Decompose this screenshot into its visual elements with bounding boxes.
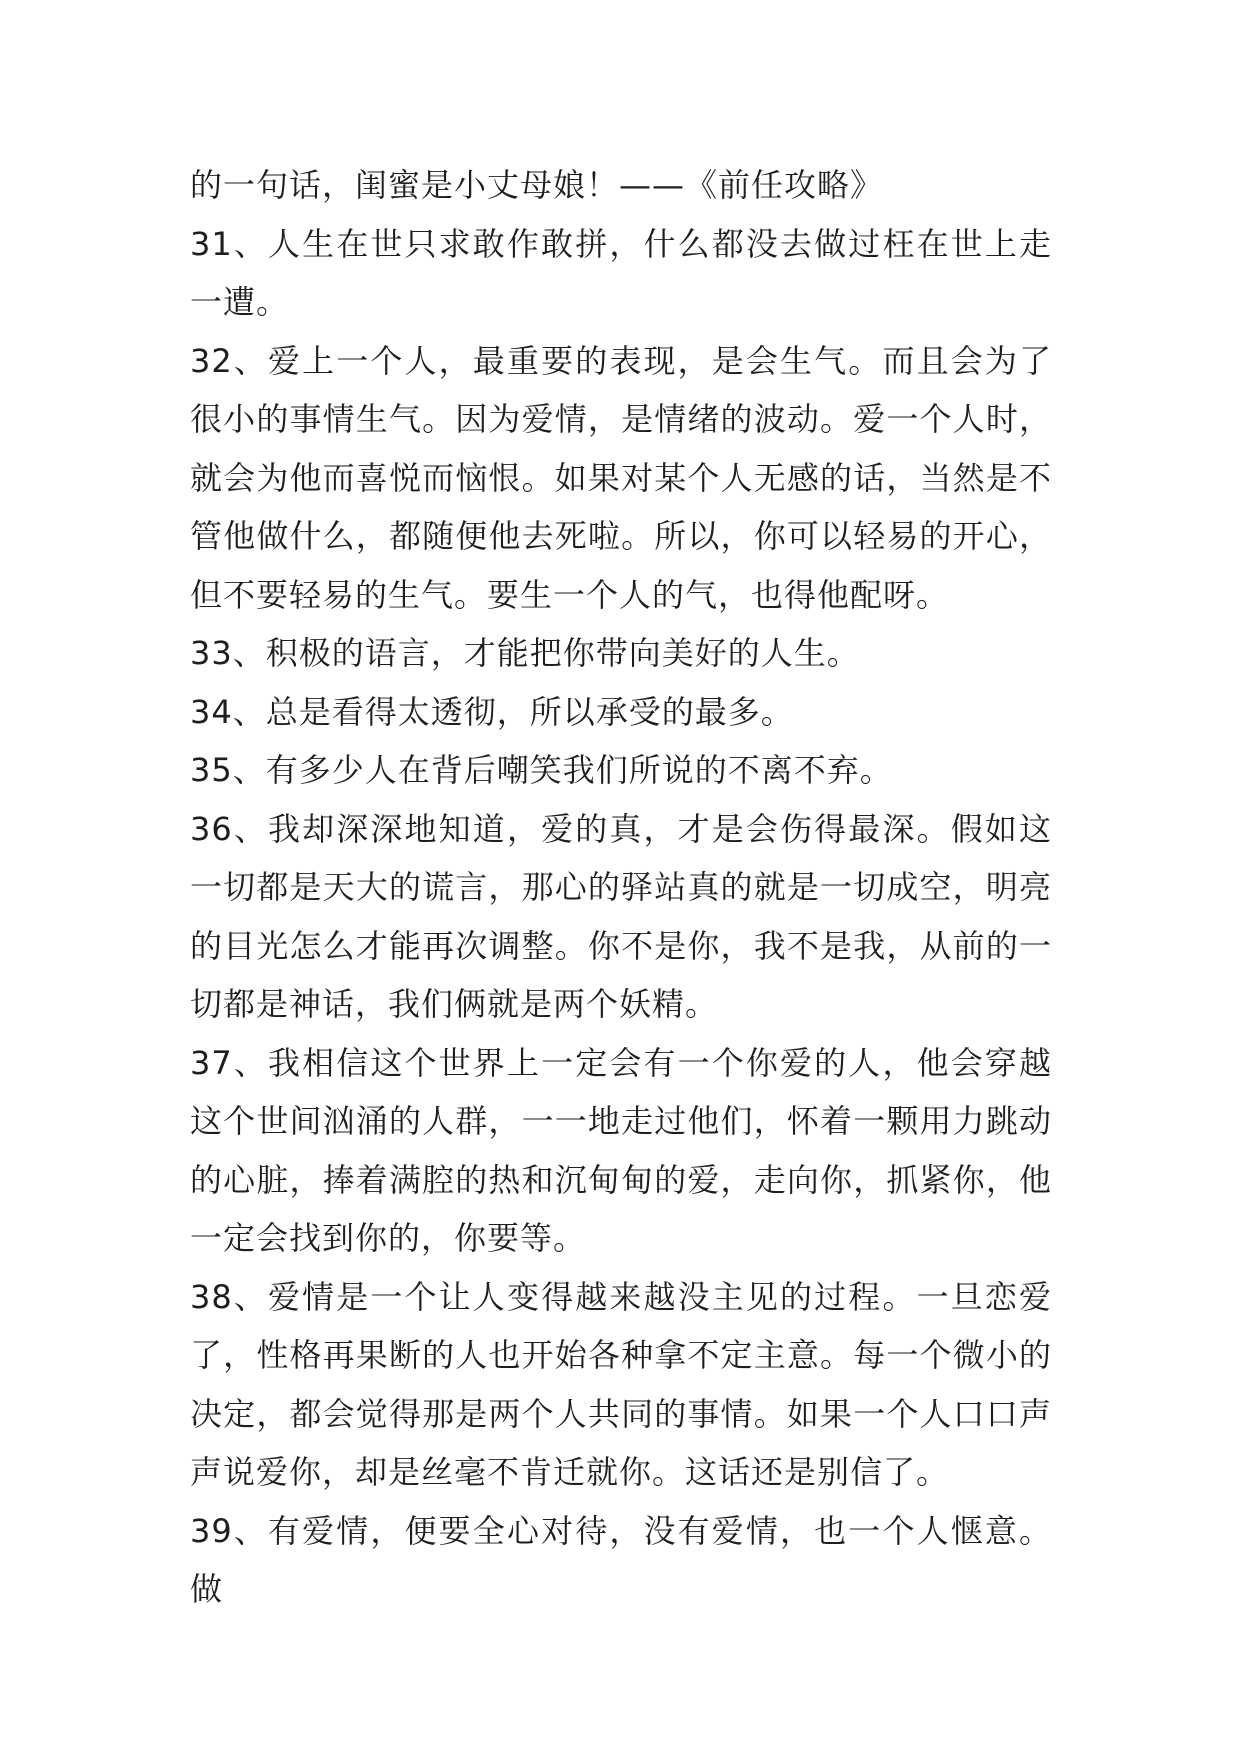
paragraph-37: 37、我相信这个世界上一定会有一个你爱的人，他会穿越这个世间汹涌的人群，一一地走过他们，怀着一颗用力跳动的心脏，捧着满腔的热和沉甸甸的爱，走向你，抓紧你，他一定会找到你的，你要等。 <box>190 1043 1052 1257</box>
paragraph-36: 36、我却深深地知道，爱的真，才是会伤得最深。假如这一切都是天大的谎言，那心的驿站真的就是一切成空，明亮的目光怎么才能再次调整。你不是你，我不是我，从前的一切都是神话，我们俩就是两个妖精。 <box>190 809 1052 1023</box>
paragraph-39: 39、有爱情，便要全心对待，没有爱情，也一个人惬意。做 <box>190 1511 1052 1608</box>
paragraph-35: 35、有多少人在背后嘲笑我们所说的不离不弃。 <box>190 751 893 789</box>
paragraph-34: 34、总是看得太透彻，所以承受的最多。 <box>190 692 794 731</box>
paragraph-32: 32、爱上一个人，最重要的表现，是会生气。而且会为了很小的事情生气。因为爱情，是情绪的波动。爱一个人时，就会为他而喜悦而恼恨。如果对某个人无感的话，当然是不管他做什么，都随便他去死啦。所以，你可以轻易的开心，但不要轻易的生气。要生一个人的气，也得他配呀。 <box>190 341 1052 614</box>
document-body <box>190 156 1052 1619</box>
paragraph-38: 38、爱情是一个让人变得越来越没主见的过程。一旦恋爱了，性格再果断的人也开始各种拿不定主意。每一个微小的决定，都会觉得那是两个人共同的事情。如果一个人口口声声说爱你，却是丝毫不肯迁就你。这话还是别信了。 <box>190 1277 1052 1491</box>
paragraph-31: 31、人生在世只求敢作敢拼，什么都没去做过枉在世上走一遭。 <box>190 224 1052 321</box>
paragraph-33: 33、积极的语言，才能把你带向美好的人生。 <box>190 634 860 672</box>
paragraph-continuation: 的一句话，闺蜜是小丈母娘！——《前任攻略》 <box>190 166 884 204</box>
